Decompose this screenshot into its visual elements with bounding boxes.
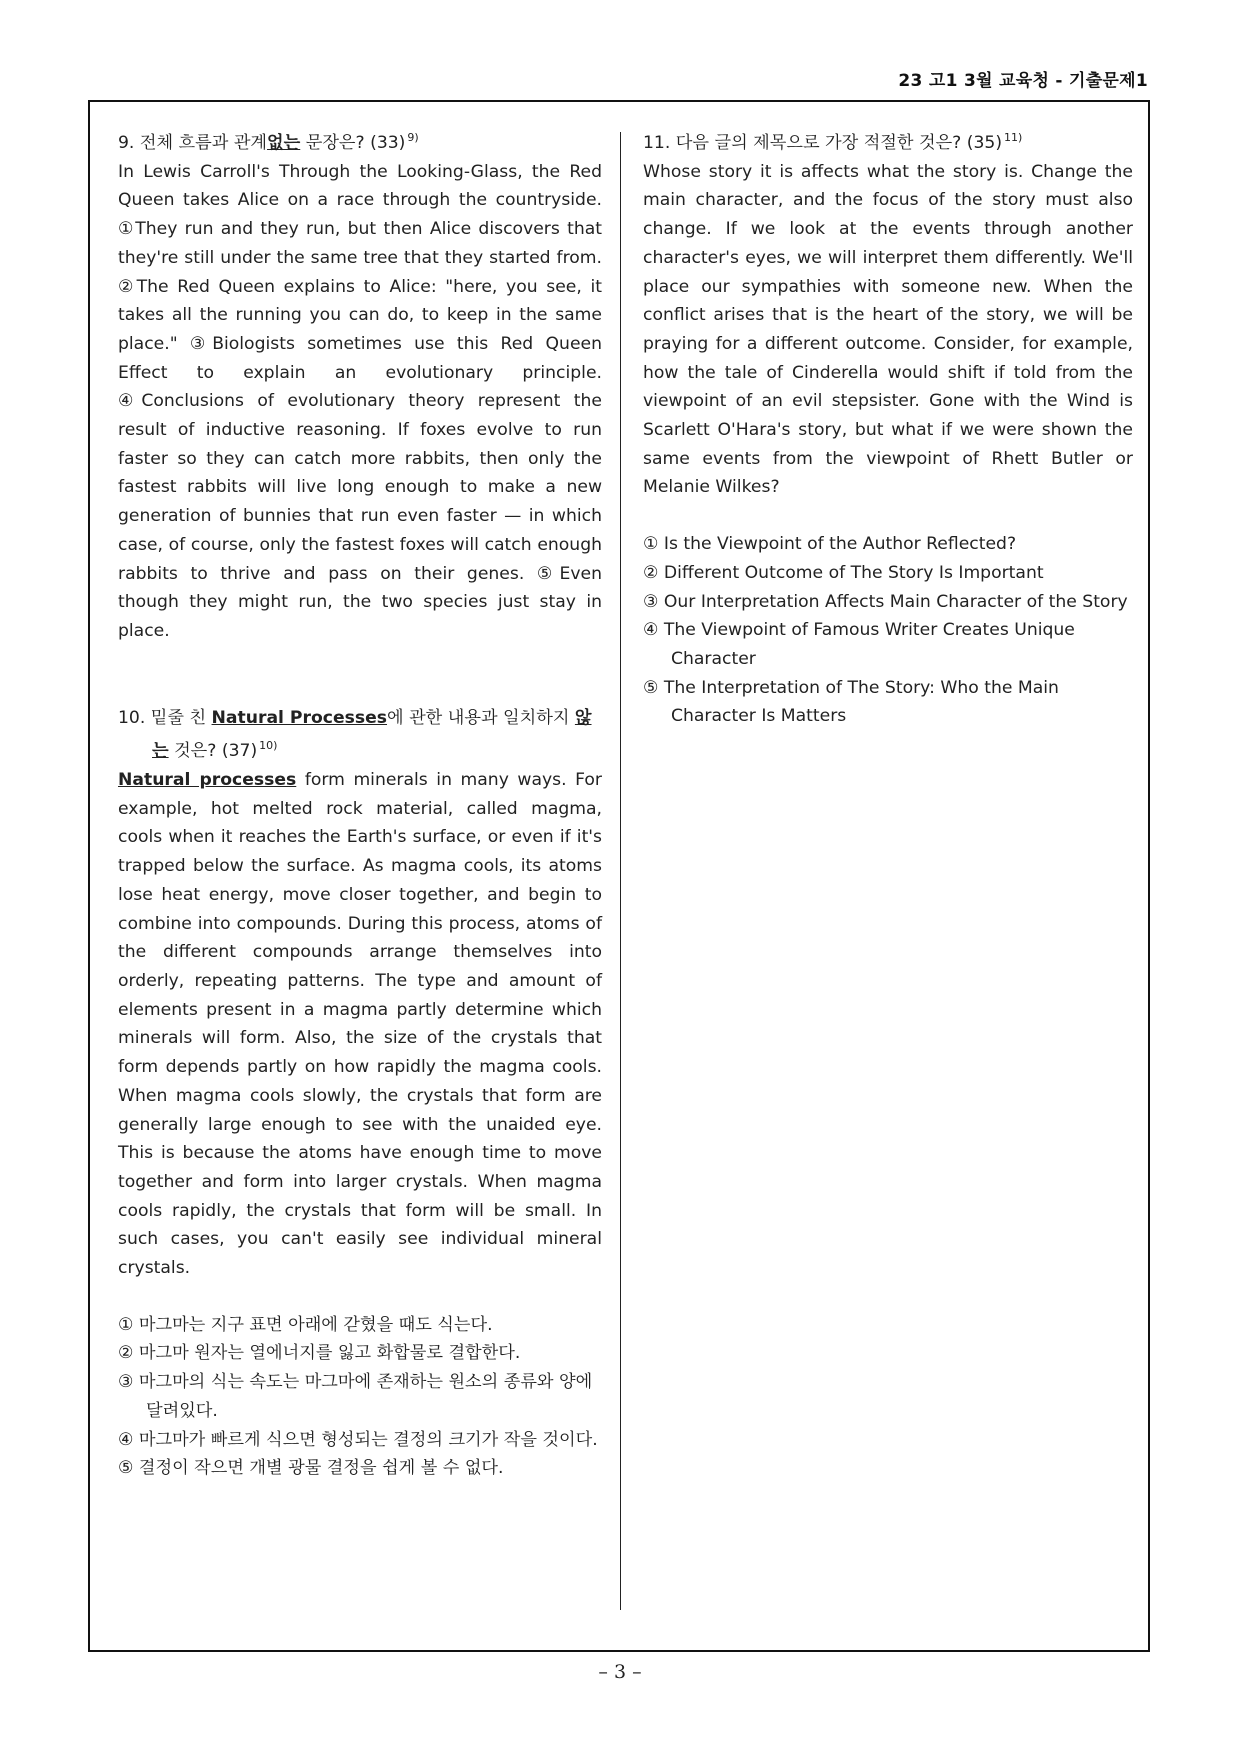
question-9-prompt-emphasis: 없는 [267,133,301,153]
question-11-options [643,530,1133,731]
question-10-prompt-term: Natural Processes [211,707,388,728]
question-10-footnote: 10) [259,739,278,753]
question-9-prompt-post: 문장은? (33) [300,133,406,153]
left-column [118,124,602,1483]
question-10-option-1: ① 마그마는 지구 표면 아래에 갇혔을 때도 식는다. [118,1314,493,1335]
question-10-option-5: ⑤ 결정이 작으면 개별 광물 결정을 쉽게 볼 수 없다. [118,1458,504,1479]
question-10-passage-term: Natural processes [118,770,297,791]
question-11 [643,124,1133,731]
question-11-option-3: ③ Our Interpretation Affects Main Character of the Story [643,591,1128,612]
question-11-prompt [643,124,1133,158]
question-11-option-2: ② Different Outcome of The Story Is Important [643,562,1044,583]
question-10-option-4: ④ 마그마가 빠르게 식으면 형성되는 결정의 크기가 작을 것이다. [118,1429,598,1450]
question-9-footnote: 9) [407,131,419,144]
column-divider [620,132,621,1610]
question-10-option-3: ③ 마그마의 식는 속도는 마그마에 존재하는 원소의 종류와 양에 달려있다. [118,1372,593,1421]
question-10-prompt-mid: 에 관한 내용과 일치하지 [387,707,575,728]
question-10 [118,704,602,1483]
question-11-passage: Whose story it is affects what the story is. Change the main character, and the focus of the story must also change. If we look at the events through another character's eyes, we will interpret them differently. We'll place our sympathies with someone new. When the conflict arises that is the heart of the story, we will be praying for a different outcome. Consider, for example, how the tale of Cinderella would shift if told from the viewpoint of an evil stepsister. Gone with the Wind is Scarlett O'Hara's story, but what if we were shown the same events from the viewpoint of Rhett Butler or Melanie Wilkes? [643,161,1133,498]
question-11-prompt-text: 다음 글의 제목으로 가장 적절한 것은? (35) [670,133,1003,153]
question-10-prompt-pre: 밑줄 친 [145,707,212,728]
question-10-prompt [118,704,602,766]
question-10-passage-text: form minerals in many ways. For example, hot melted rock material, called magma, cools when it reaches the Earth's surface, or even if it's trapped below the surface. As magma cools, its atoms lose heat energy, move closer together, and begin to combine into compounds. During this process, atoms of the different compounds arrange themselves into orderly, repeating patterns. The type and amount of elements present in a magma partly determine which minerals will form. Also, the size of the crystals that form depends partly on how rapidly the magma cools. When magma cools slowly, the crystals that form are generally large enough to see with the unaided eye. This is because the atoms have enough time to move together and form into larger crystals. When magma cools rapidly, the crystals that form will be small. In such cases, you can't easily see individual mineral crystals. [118,770,602,1279]
question-11-footnote: 11) [1004,131,1023,144]
question-9-number: 9. [118,133,135,153]
question-11-option-5: ⑤ The Interpretation of The Story: Who the Main Character Is Matters [643,677,1059,727]
question-9-passage: In Lewis Carroll's Through the Looking-Glass, the Red Queen takes Alice on a race through the countryside. ①They run and they run, but then Alice discovers that they're still under the same tree that they started from. ②The Red Queen explains to Alice: "here, you see, it takes all the running you can do, to keep in the same place." ③Biologists sometimes use this Red Queen Effect to explain an evolutionary principle. ④Conclusions of evolutionary theory represent the result of inductive reasoning. If foxes evolve to run faster so they can catch more rabbits, then only the fastest rabbits will live long enough to make a new generation of bunnies that run even faster — in which case, of course, only the fastest foxes will catch enough rabbits to thrive and pass on their genes. ⑤Even though they might run, the two species just stay in place. [118,161,602,641]
question-11-option-4: ④ The Viewpoint of Famous Writer Creates Unique Character [643,620,1075,669]
question-11-number: 11. [643,133,671,153]
question-10-prompt-post: 것은? (37) [168,741,258,762]
question-10-prompt-emphasis: 않는 [152,707,592,762]
question-10-number: 10. [118,707,146,728]
spacer [643,502,1133,530]
right-column [643,124,1133,731]
page-number: – 3 – [598,1661,642,1683]
question-9-prompt-pre: 전체 흐름과 관계 [134,133,268,153]
page-header-title: 23 고1 3월 교육청 - 기출문제1 [898,71,1148,91]
question-9 [118,124,602,646]
question-9-prompt [118,124,602,158]
question-10-options [118,1311,602,1483]
question-10-option-2: ② 마그마 원자는 열에너지를 잃고 화합물로 결합한다. [118,1343,521,1364]
question-10-passage [118,766,602,1283]
spacer [118,646,602,704]
spacer [118,1283,602,1311]
question-11-option-1: ① Is the Viewpoint of the Author Reflected? [643,534,1017,555]
